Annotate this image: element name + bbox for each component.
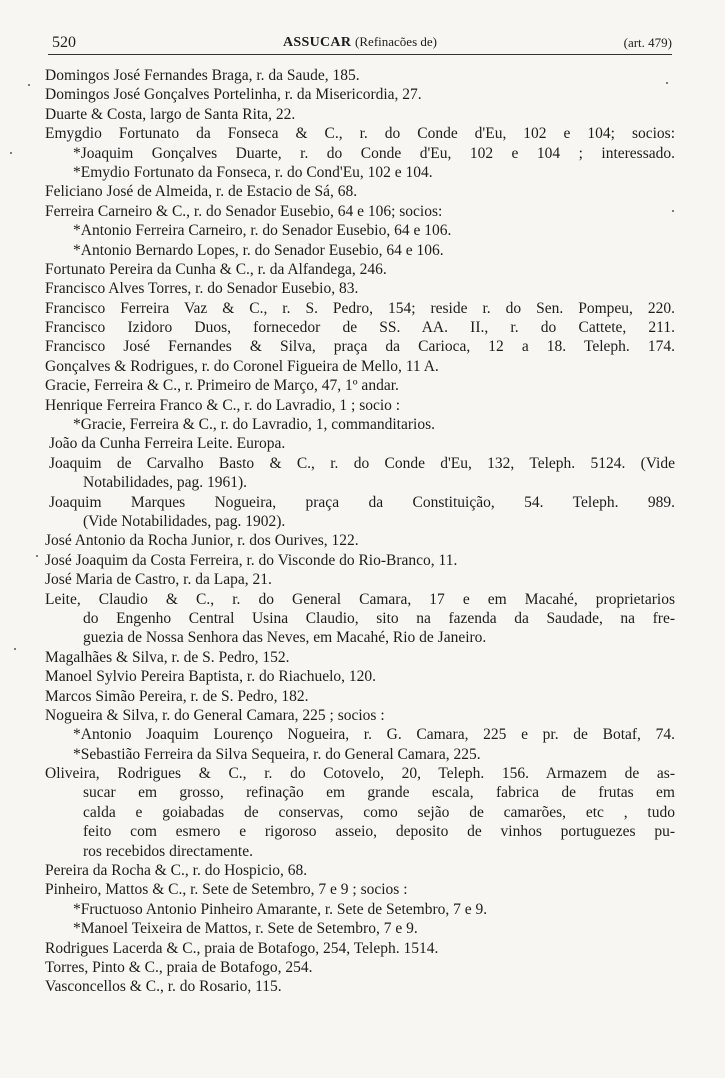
directory-line: *Manoel Teixeira de Mattos, r. Sete de Setembro, 7 e 9. — [73, 920, 418, 938]
directory-line: *Joaquim Gonçalves Duarte, r. do Conde d'Eu, 102 e 104 ; interessado. — [73, 144, 675, 162]
directory-line: *Antonio Ferreira Carneiro, r. do Senador Eusebio, 64 e 106. — [73, 222, 452, 240]
directory-entries — [45, 66, 675, 997]
directory-line: Joaquim de Carvalho Basto & C., r. do Conde d'Eu, 132, Teleph. 5124. (Vide — [49, 454, 675, 472]
page-number: 520 — [52, 34, 76, 51]
scan-speck — [666, 82, 668, 84]
directory-line: Leite, Claudio & C., r. do General Camara, 17 e em Macahé, proprietarios — [45, 590, 675, 608]
directory-line: *Sebastião Ferreira da Silva Sequeira, r. do General Camara, 225. — [73, 745, 481, 763]
directory-line: feito com esmero e rigoroso asseio, deposito de vinhos portuguezes pu- — [83, 823, 675, 841]
directory-line: Gonçalves & Rodrigues, r. do Coronel Figueira de Mello, 11 A. — [45, 357, 439, 375]
running-title — [48, 34, 672, 51]
scan-speck — [28, 84, 30, 86]
directory-line: Pereira da Rocha & C., r. do Hospicio, 68. — [45, 862, 308, 880]
directory-line: José Joaquim da Costa Ferreira, r. do Visconde do Rio-Branco, 11. — [45, 551, 458, 569]
directory-line: Ferreira Carneiro & C., r. do Senador Eusebio, 64 e 106; socios: — [45, 202, 443, 220]
directory-line: Henrique Ferreira Franco & C., r. do Lavradio, 1 ; socio : — [45, 396, 401, 414]
directory-line: Magalhães & Silva, r. de S. Pedro, 152. — [45, 648, 290, 666]
directory-line: Domingos José Gonçalves Portelinha, r. da Misericordia, 27. — [45, 86, 422, 104]
directory-line: Pinheiro, Mattos & C., r. Sete de Setembro, 7 e 9 ; socios : — [45, 881, 408, 899]
directory-line: Domingos José Fernandes Braga, r. da Saude, 185. — [45, 67, 360, 84]
directory-line: Torres, Pinto & C., praia de Botafogo, 254. — [45, 958, 313, 976]
scan-speck — [10, 152, 12, 154]
directory-line: sucar em grosso, refinação em grande escala, fabrica de frutas em — [83, 784, 675, 802]
directory-line: *Emydio Fortunato da Fonseca, r. do Cond'Eu, 102 e 104. — [73, 163, 433, 181]
directory-line: Fortunato Pereira da Cunha & C., r. da Alfandega, 246. — [45, 260, 387, 278]
directory-line: guezia de Nossa Senhora das Neves, em Macahé, Rio de Janeiro. — [83, 629, 487, 647]
directory-line: do Engenho Central Usina Claudio, sito na fazenda da Saudade, na fre- — [83, 609, 675, 627]
article-reference: (art. 479) — [623, 35, 672, 50]
directory-line: Marcos Simão Pereira, r. de S. Pedro, 182. — [45, 687, 309, 705]
directory-line: calda e goiabadas de conservas, como sejão de camarões, etc , tudo — [83, 803, 675, 821]
directory-line: *Gracie, Ferreira & C., r. do Lavradio, 1, commanditarios. — [73, 416, 435, 434]
directory-line: Notabilidades, pag. 1961). — [83, 474, 248, 492]
directory-line: José Antonio da Rocha Junior, r. dos Ourives, 122. — [45, 532, 359, 550]
directory-line: Feliciano José de Almeida, r. de Estacio de Sá, 68. — [45, 183, 358, 201]
page-header — [48, 32, 672, 55]
directory-line: Rodrigues Lacerda & C., praia de Botafogo, 254, Teleph. 1514. — [45, 939, 439, 957]
scan-speck — [14, 648, 16, 650]
directory-line: (Vide Notabilidades, pag. 1902). — [83, 512, 286, 530]
directory-line: Gracie, Ferreira & C., r. Primeiro de Março, 47, 1º andar. — [45, 377, 399, 395]
scan-speck — [672, 210, 674, 212]
directory-line: Duarte & Costa, largo de Santa Rita, 22. — [45, 105, 296, 123]
directory-line: Francisco José Fernandes & Silva, praça da Carioca, 12 a 18. Teleph. 174. — [45, 338, 675, 356]
directory-line: Francisco Izidoro Duos, fornecedor de SS. AA. II., r. do Cattete, 211. — [45, 319, 675, 337]
directory-line: *Fructuoso Antonio Pinheiro Amarante, r. Sete de Setembro, 7 e 9. — [73, 900, 488, 918]
section-subtitle: (Refinacões de) — [355, 34, 437, 49]
directory-line: Manoel Sylvio Pereira Baptista, r. do Riachuelo, 120. — [45, 668, 377, 686]
directory-line: Vasconcellos & C., r. do Rosario, 115. — [45, 978, 282, 996]
directory-line: Nogueira & Silva, r. do General Camara, 225 ; socios : — [45, 706, 385, 724]
scan-speck — [36, 555, 38, 557]
directory-line: *Antonio Bernardo Lopes, r. do Senador Eusebio, 64 e 106. — [73, 241, 444, 259]
directory-line: João da Cunha Ferreira Leite. Europa. — [49, 435, 286, 453]
directory-line: Joaquim Marques Nogueira, praça da Constituição, 54. Teleph. 989. — [49, 493, 675, 511]
directory-line: José Maria de Castro, r. da Lapa, 21. — [45, 571, 272, 589]
directory-line: Oliveira, Rodrigues & C., r. do Cotovelo, 20, Teleph. 156. Armazem de as- — [45, 765, 675, 783]
directory-line: *Antonio Joaquim Lourenço Nogueira, r. G. Camara, 225 e pr. de Botaf, 74. — [73, 726, 675, 744]
section-title: ASSUCAR — [283, 35, 352, 50]
directory-line: ros recebidos directamente. — [83, 842, 253, 860]
directory-line: Francisco Alves Torres, r. do Senador Eusebio, 83. — [45, 280, 359, 298]
directory-line: Francisco Ferreira Vaz & C., r. S. Pedro, 154; reside r. do Sen. Pompeu, 220. — [45, 299, 675, 317]
directory-line: Emygdio Fortunato da Fonseca & C., r. do Conde d'Eu, 102 e 104; socios: — [45, 125, 675, 143]
